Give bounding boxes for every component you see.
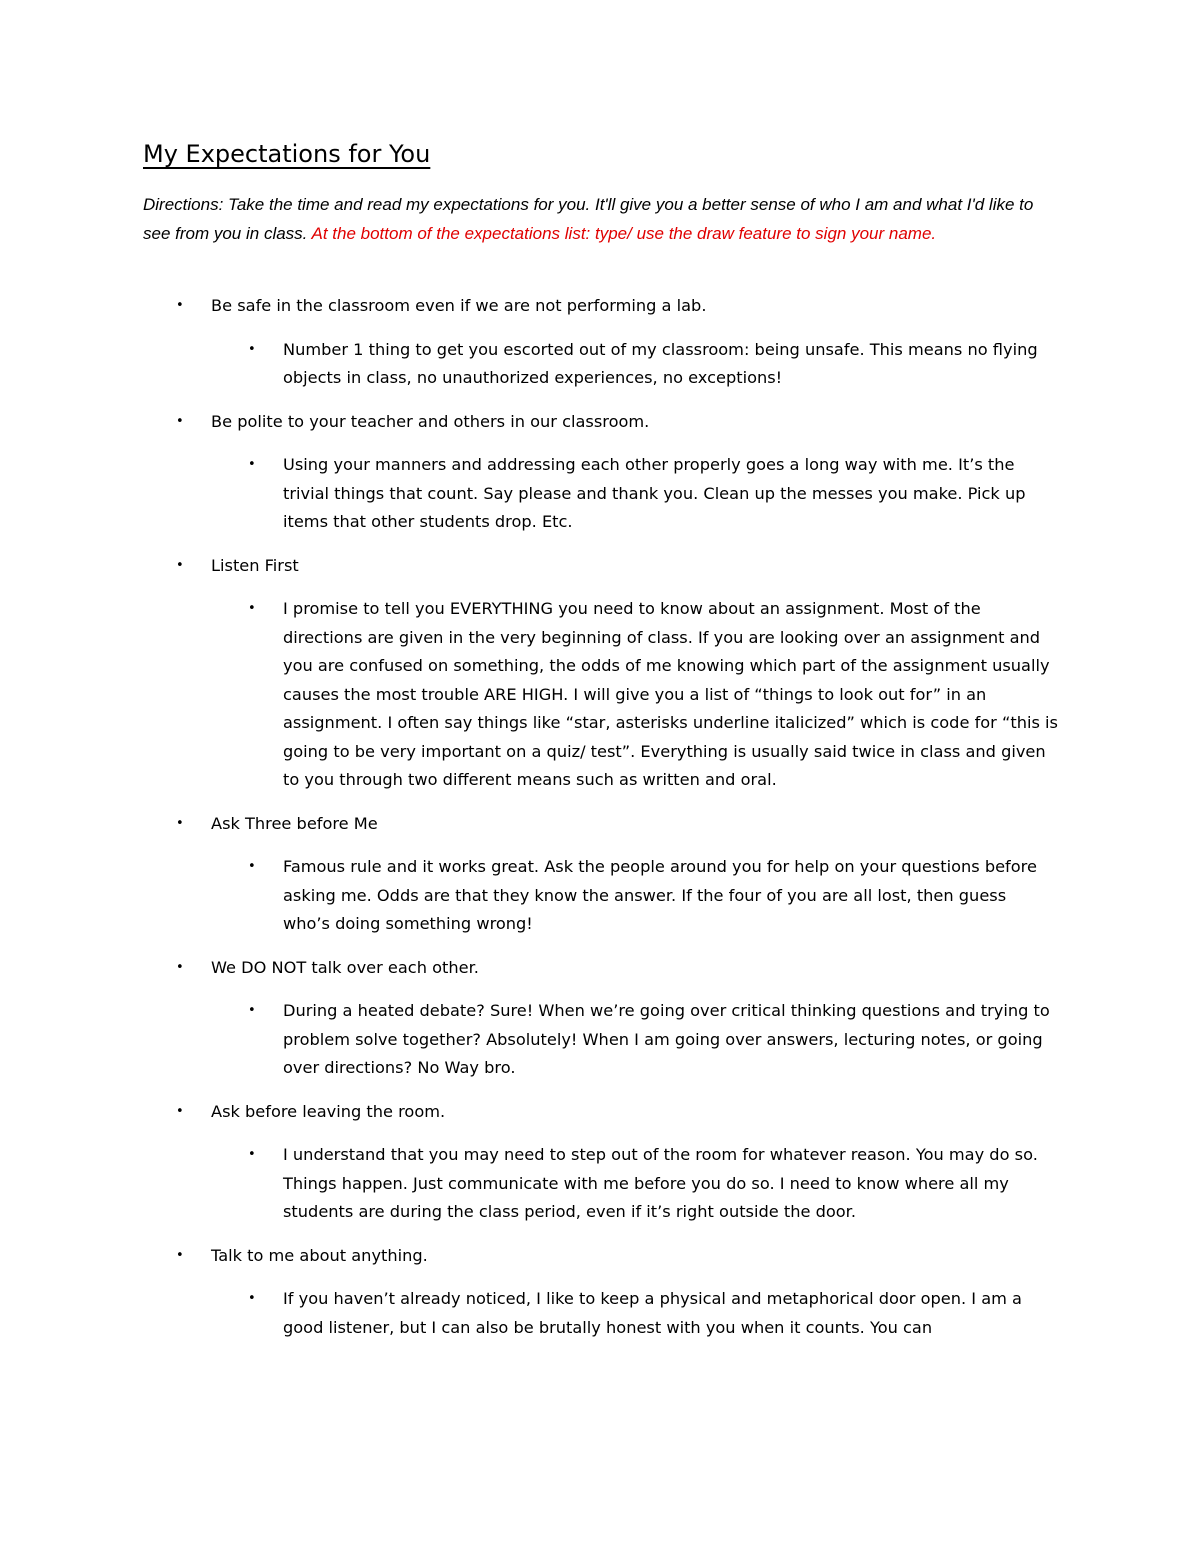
- bullet-icon: •: [248, 1003, 256, 1018]
- expectation-item: [0, 552, 1071, 581]
- expectation-item: [0, 1242, 1071, 1271]
- expectation-detail-item: [0, 336, 1058, 393]
- page-title: My Expectations for You: [143, 140, 431, 168]
- expectation-detail-item: [0, 1285, 1058, 1342]
- expectation-text: We DO NOT talk over each other.: [211, 957, 479, 977]
- bullet-icon: •: [176, 1247, 184, 1263]
- bullet-icon: •: [248, 859, 256, 874]
- directions-signature-instruction: At the bottom of the expectations list: type/ use the draw feature to sign your name.: [311, 224, 937, 243]
- expectation-detail-text: Famous rule and it works great. Ask the people around you for help on your questions before asking me. Odds are that they know the answer. If the four of you are all lost, then guess who’s doing something wrong!: [283, 857, 1037, 933]
- bullet-icon: •: [176, 298, 184, 313]
- directions-paragraph: [143, 190, 1063, 248]
- expectation-text: Ask before leaving the room.: [211, 1101, 446, 1121]
- expectation-detail-item: [0, 853, 1058, 939]
- expectation-detail-text: If you haven’t already noticed, I like to keep a physical and metaphorical door open. I am a good listener, but I can also be brutally honest with you when it counts. You can: [283, 1289, 1022, 1337]
- bullet-icon: •: [176, 413, 184, 429]
- expectation-item: [0, 292, 1071, 321]
- expectation-text: Be safe in the classroom even if we are not performing a lab.: [211, 296, 707, 315]
- expectation-text: Ask Three before Me: [211, 813, 378, 833]
- bullet-icon: •: [176, 959, 184, 975]
- expectation-detail-text: I understand that you may need to step out of the room for whatever reason. You may do so. Things happen. Just communicate with me before you do so. I need to know where all my students are during the class period, even if it’s right outside the door.: [283, 1145, 1038, 1221]
- expectation-item: [0, 408, 1071, 437]
- expectation-item: [0, 1098, 1071, 1127]
- expectation-detail-item: [0, 997, 1058, 1083]
- expectation-text: Talk to me about anything.: [211, 1245, 428, 1265]
- expectation-detail-text: Number 1 thing to get you escorted out of my classroom: being unsafe. This means no flying objects in class, no unauthorized experiences, no exceptions!: [283, 339, 1038, 387]
- expectation-text: Be polite to your teacher and others in our classroom.: [211, 411, 650, 431]
- expectation-detail-text: Using your manners and addressing each other properly goes a long way with me. It’s the trivial things that count. Say please and thank you. Clean up the messes you make. Pick up items that other students drop. Etc.: [283, 455, 1026, 531]
- bullet-icon: •: [248, 1291, 256, 1306]
- expectation-detail-item: [0, 451, 1058, 537]
- bullet-icon: •: [176, 815, 184, 831]
- bullet-icon: •: [248, 601, 256, 616]
- bullet-icon: •: [176, 557, 184, 573]
- expectations-list: [0, 292, 1200, 1357]
- expectation-detail-text: During a heated debate? Sure! When we’re going over critical thinking questions and trying to problem solve together? Absolutely! When I am going over answers, lecturing notes, or going over directions? No Way bro.: [283, 1001, 1050, 1077]
- bullet-icon: •: [176, 1103, 184, 1119]
- expectation-detail-item: [0, 1141, 1058, 1227]
- expectation-detail-item: [0, 595, 1058, 795]
- expectation-text: Listen First: [211, 555, 299, 575]
- directions-intro: Directions: Take the time and read my expectations for you. It'll give you a better sense of who I am and what I'd like to see from you in class.: [143, 195, 1034, 243]
- expectation-item: [0, 954, 1071, 983]
- bullet-icon: •: [248, 457, 256, 472]
- expectation-detail-text: I promise to tell you EVERYTHING you need to know about an assignment. Most of the directions are given in the very beginning of class. If you are looking over an assignment and you are confused on something, the odds of me knowing which part of the assignment usually causes the most trouble ARE HIGH. I will give you a list of “things to look out for” in an assignment. I often say things like “star, asterisks underline italicized” which is code for “this is going to be very important on a quiz/ test”. Everything is usually said twice in class and given to you through two different means such as written and oral.: [283, 599, 1058, 789]
- bullet-icon: •: [248, 1147, 256, 1162]
- expectation-item: [0, 810, 1071, 839]
- bullet-icon: •: [248, 341, 256, 357]
